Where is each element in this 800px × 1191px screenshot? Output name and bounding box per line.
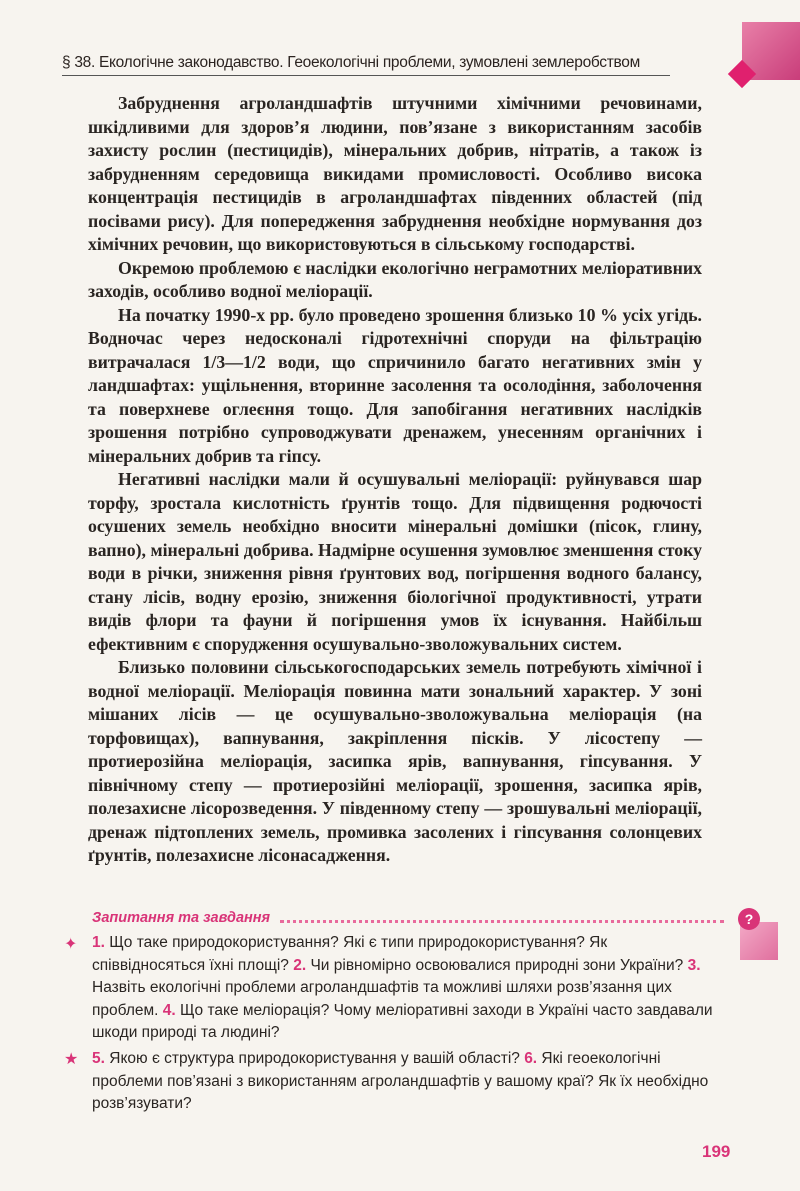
question-number: 1.	[92, 934, 105, 951]
question-text: Чи рівномірно освоювалися природні зони України?	[306, 956, 688, 974]
paragraph: Близько половини сільськогосподарських земель потребують хімічної і водної меліорації. Меліорація повинна мати зональний характер. У зоні мішаних лісів — це осушувально-зволожувальна меліорація (на торфовищах), вапнування, закріплення пісків. У лісостепу — протиерозійна меліорація, засипка ярів, вапнування, гіпсування. У північному степу — протиерозійні меліорації, зрошення, засипка ярів, полезахисне лісорозведення. У південному степу — зрошувальні меліорації, дренаж підтоплених земель, промивка засолених і гіпсування солонцевих ґрунтів, полезахисне лісонасадження.	[88, 657, 702, 865]
main-text	[88, 92, 702, 868]
question-number: 4.	[162, 1001, 176, 1019]
page-number: 199	[702, 1142, 731, 1161]
paragraph: Окремою проблемою є наслідки екологічно неграмотних меліоративних заходів, особливо водної меліорації.	[88, 257, 702, 301]
star-icon: ★	[64, 1049, 79, 1068]
question-text: Назвіть екологічні проблеми агроландшафтів та можливі шляхи розв’язання цих проблем.	[92, 979, 672, 1019]
questions-heading	[92, 910, 724, 926]
question-number: 6.	[524, 1050, 538, 1067]
question-mark-icon: ?	[738, 908, 760, 930]
page-header: § 38. Екологічне законодавство. Геоекологічні проблеми, зумовлені землеробством	[62, 54, 670, 76]
question-text: Якою є структура природокористування у вашій області?	[104, 1050, 525, 1067]
questions-heading-text: Запитання та завдання	[92, 910, 271, 926]
questions-group-2	[92, 1048, 716, 1116]
questions-group-1	[92, 932, 716, 1045]
paragraph: Негативні наслідки мали й осушувальні меліорації: руйнувався шар торфу, зростала кислотність ґрунтів тощо. Для підвищення родючості осушених земель необхідно вносити мінеральні домішки (пісок, глину, вапно), мінеральні добрива. Надмірне осушення зумовлює зменшення стоку води в річки, зниження рівня ґрунтових вод, погіршення водного балансу, стану лісів, водну ерозію, зниження біологічної продуктивності, утрати видів флори та фауни й погіршення умов їх існування. Найбільш ефективним є спорудження осушувально-зволожувальних систем.	[88, 469, 702, 654]
question-text: Які геоекологічні проблеми пов’язані з використанням агроландшафтів у вашому краї? Як їх необхідно розв’язувати?	[92, 1050, 709, 1112]
dotted-divider	[280, 914, 724, 923]
diamond-star-icon: ✦	[64, 934, 78, 953]
question-number: 5.	[92, 1050, 105, 1067]
paragraph: Забруднення агроландшафтів штучними хімічними речовинами, шкідливими для здоров’я людини, пов’язане з використанням засобів захисту рослин (пестицидів), мінеральних добрив, нітратів, а також із забрудненням середовища викидами промисловості. Особливо висока концентрація пестицидів в агроландшафтах південних областей (під посівами рису). Для попередження забруднення необхідне нормування доз хімічних речовин, що використовуються в сільському господарстві.	[88, 93, 702, 254]
question-text: Що таке природокористування? Які є типи природокористування? Як співвідносяться їхні площі?	[92, 934, 608, 974]
paragraph: На початку 1990-х рр. було проведено зрошення близько 10 % усіх угідь. Водночас через недосконалі гідротехнічні споруди на фільтрацію витрачалася 1/3—1/2 води, що спричинило багато негативних змін у ландшафтах: ущільнення, вторинне засолення та осолодіння, заболочення та поверхневе оглеєння тощо. Для запобігання негативних наслідків зрошення потрібно супроводжувати дренажем, унесенням органічних і мінеральних добрив та гіпсу.	[88, 304, 702, 466]
question-number: 3.	[687, 956, 701, 974]
question-text: Що таке меліорація? Чому меліоративні заходи в Україні часто завдавали шкоди природі та людині?	[92, 1001, 713, 1041]
question-number: 2.	[293, 956, 307, 974]
